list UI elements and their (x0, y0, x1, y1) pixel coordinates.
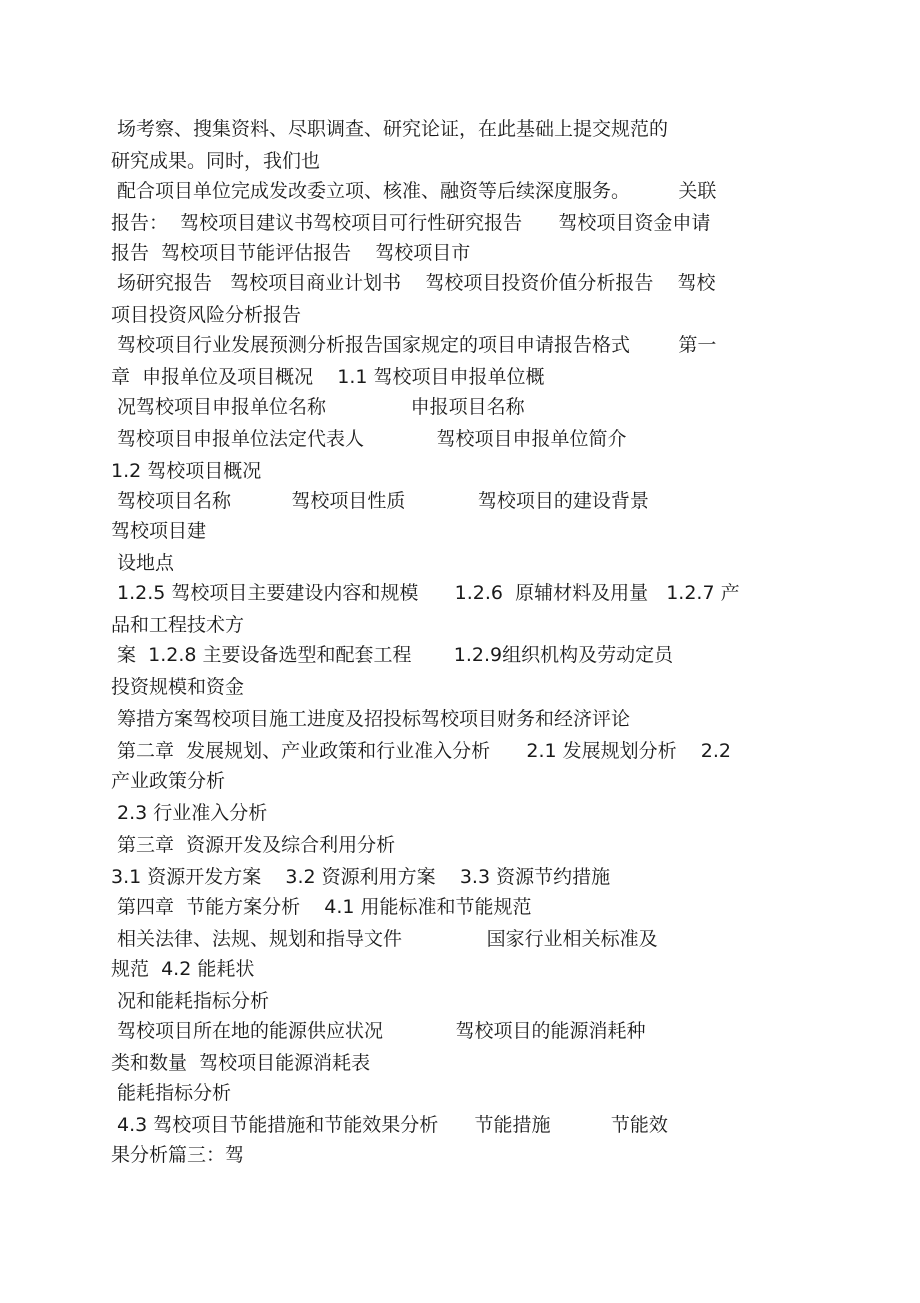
text-line: 规范 4.2 能耗状 (111, 958, 255, 980)
text-line: 类和数量 驾校项目能源消耗表 (111, 1052, 371, 1074)
text-line: 筹措方案驾校项目施工进度及招投标驾校项目财务和经济评论 (111, 708, 631, 730)
text-line: 2.3 行业准入分析 (111, 802, 268, 824)
text-line: 3.1 资源开发方案 3.2 资源利用方案 3.3 资源节约措施 (111, 866, 611, 888)
text-line: 驾校项目名称 驾校项目性质 驾校项目的建设背景 (111, 490, 649, 512)
text-line: 驾校项目行业发展预测分析报告国家规定的项目申请报告格式 第一 (111, 334, 717, 356)
text-line: 相关法律、法规、规划和指导文件 国家行业相关标准及 (111, 928, 658, 950)
text-line: 设地点 (111, 552, 175, 574)
text-line: 场考察、搜集资料、尽职调查、研究论证，在此基础上提交规范的 (111, 118, 669, 140)
text-line: 况驾校项目申报单位名称 申报项目名称 (111, 396, 525, 418)
text-line: 项目投资风险分析报告 (111, 304, 302, 326)
text-line: 案 1.2.8 主要设备选型和配套工程 1.2.9组织机构及劳动定员 (111, 644, 674, 666)
text-line: 能耗指标分析 (111, 1082, 232, 1104)
text-line: 驾校项目建 (111, 520, 207, 542)
text-line: 投资规模和资金 (111, 676, 245, 698)
text-line: 第三章 资源开发及综合利用分析 (111, 834, 396, 856)
text-line: 4.3 驾校项目节能措施和节能效果分析 节能措施 节能效 (111, 1114, 668, 1136)
text-line: 1.2.5 驾校项目主要建设内容和规模 1.2.6 原辅材料及用量 1.2.7 产 (111, 582, 740, 604)
text-line: 章 申报单位及项目概况 1.1 驾校项目申报单位概 (111, 366, 545, 388)
text-line: 果分析篇三：驾 (111, 1144, 245, 1166)
text-line: 驾校项目申报单位法定代表人 驾校项目申报单位简介 (111, 428, 627, 450)
text-line: 配合项目单位完成发改委立项、核准、融资等后续深度服务。 关联 (111, 180, 717, 202)
text-line: 报告： 驾校项目建议书驾校项目可行性研究报告 驾校项目资金申请 (111, 212, 711, 234)
text-line: 报告 驾校项目节能评估报告 驾校项目市 (111, 242, 471, 264)
text-line: 驾校项目所在地的能源供应状况 驾校项目的能源消耗种 (111, 1020, 646, 1042)
text-line: 第二章 发展规划、产业政策和行业准入分析 2.1 发展规划分析 2.2 (111, 740, 731, 762)
document-body (111, 114, 811, 1170)
text-line: 研究成果。同时，我们也 (111, 150, 321, 172)
text-line: 1.2 驾校项目概况 (111, 460, 262, 482)
text-line: 况和能耗指标分析 (111, 990, 270, 1012)
text-line: 第四章 节能方案分析 4.1 用能标准和节能规范 (111, 896, 532, 918)
text-line: 产业政策分析 (111, 770, 226, 792)
text-line: 场研究报告 驾校项目商业计划书 驾校项目投资价值分析报告 驾校 (111, 272, 716, 294)
text-line: 品和工程技术方 (111, 614, 245, 636)
